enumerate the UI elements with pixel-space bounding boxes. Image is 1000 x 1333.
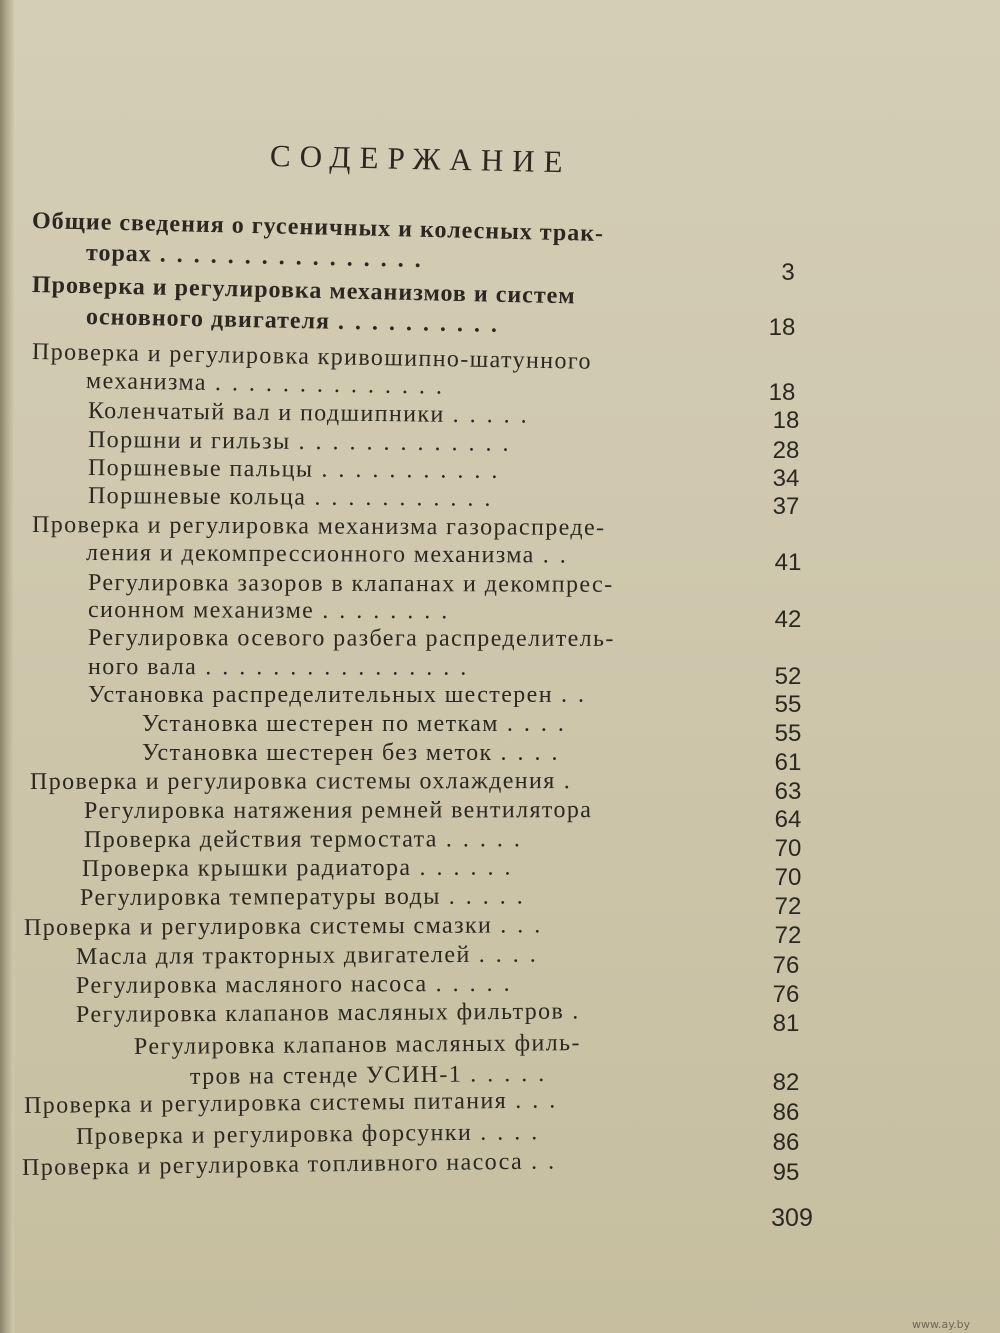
toc-entry-title: Общие сведения о гусеничных и колесных трак- xyxy=(31,208,605,247)
toc-entry-title: Установка распределительных шестерен xyxy=(88,682,553,708)
toc-leader-dots: ..... xyxy=(435,970,521,998)
page-title: СОДЕРЖАНИЕ xyxy=(269,138,572,180)
toc-entry-title: Регулировка клапанов масляных филь- xyxy=(133,1030,581,1060)
toc-page-number: 64 xyxy=(774,806,802,833)
toc-leader-dots: . xyxy=(572,998,590,1025)
toc-entry-title: торах xyxy=(85,240,153,268)
toc-page-number: 70 xyxy=(774,835,802,862)
toc-page-number: 76 xyxy=(772,981,800,1008)
toc-entry xyxy=(76,969,521,1001)
toc-entry xyxy=(30,766,581,797)
toc-page-number: 55 xyxy=(774,691,802,718)
toc-leader-dots: .... xyxy=(506,711,575,737)
toc-leader-dots: .. xyxy=(542,542,577,569)
toc-leader-dots: ................ xyxy=(159,241,433,274)
toc-entry-title: Коленчатый вал и подшипники xyxy=(87,398,445,428)
toc-entry-title: Проверка и регулировка кривошипно-шатунного xyxy=(31,339,593,375)
toc-entry-title: Проверка действия термостата xyxy=(83,826,438,853)
toc-entry-title: механизма xyxy=(85,368,208,396)
toc-page-number: 18 xyxy=(772,407,800,434)
toc-entry-title: Регулировка осевого разбега распределитель- xyxy=(87,625,615,652)
toc-entry-title: Установка шестерен без меток xyxy=(142,740,493,766)
toc-entry xyxy=(24,1085,566,1121)
toc-entry xyxy=(88,481,502,514)
toc-leader-dots: .......... xyxy=(337,308,509,339)
toc-leader-dots: ..... xyxy=(448,883,534,910)
toc-entry-title: Проверка и регулировка механизма газораспреде- xyxy=(31,512,606,542)
toc-entry xyxy=(80,881,534,913)
toc-page-number: 18 xyxy=(768,379,796,406)
toc-entry xyxy=(88,623,615,654)
toc-entry-title: Поршни и гильзы xyxy=(87,427,291,455)
page-number: 309 xyxy=(771,1204,813,1232)
toc-leader-dots: .............. xyxy=(214,370,454,400)
toc-entry-title: Регулировка температуры воды xyxy=(79,883,441,911)
toc-entry xyxy=(82,852,522,884)
toc-leader-dots: .... xyxy=(479,1119,549,1146)
toc-page-number: 86 xyxy=(772,1099,800,1126)
toc-entry-title: Установка шестерен по меткам xyxy=(142,711,499,737)
toc-entry xyxy=(76,940,547,972)
toc-page-number: 70 xyxy=(774,864,802,891)
toc-entry-title: Проверка и регулировка системы смазки xyxy=(23,912,493,941)
toc-entry xyxy=(88,680,595,710)
toc-page-number: 81 xyxy=(772,1010,800,1037)
toc-page-number: 72 xyxy=(774,922,802,949)
toc-leader-dots: .. xyxy=(530,1148,566,1175)
toc-page-number: 42 xyxy=(774,606,802,633)
toc-leader-dots: ... xyxy=(500,912,552,939)
toc-entry xyxy=(24,910,551,943)
toc-entry-title: Проверка и регулировка форсунки xyxy=(75,1119,473,1150)
toc-leader-dots: ...... xyxy=(419,854,522,881)
toc-entry-title: основного двигателя xyxy=(85,304,331,335)
toc-entry-title: ного вала xyxy=(87,654,198,681)
toc-entry-title: Масла для тракторных двигателей xyxy=(75,941,471,970)
toc-entry xyxy=(84,795,592,826)
toc-leader-dots: ........... xyxy=(314,484,502,512)
toc-entry-title: Поршневые кольца xyxy=(87,483,307,511)
toc-leader-dots: .... xyxy=(500,740,569,766)
toc-leader-dots: .... xyxy=(478,941,547,968)
toc-leader-dots: ........ xyxy=(322,597,459,625)
toc-leader-dots: ................ xyxy=(205,654,478,681)
toc-entry-title: Проверка и регулировка механизмов и систем xyxy=(31,272,576,310)
toc-page-number: 95 xyxy=(772,1159,800,1186)
toc-leader-dots: ..... xyxy=(452,401,538,429)
toc-leader-dots: ..... xyxy=(445,826,531,853)
toc-page-number: 34 xyxy=(772,465,800,492)
toc-entry xyxy=(76,996,589,1030)
toc-entry xyxy=(142,709,575,739)
toc-leader-dots: ... xyxy=(515,1087,567,1114)
toc-entry-title: Регулировка зазоров в клапанах и декомпрес- xyxy=(87,570,614,598)
watermark: www.ay.by xyxy=(912,1318,971,1331)
toc-page-number: 72 xyxy=(774,893,802,920)
toc-leader-dots: ........... xyxy=(321,456,509,484)
toc-entry-title: Регулировка масляного насоса xyxy=(75,971,428,999)
toc-page-number: 76 xyxy=(772,952,800,979)
toc-entry-title: ления и декомпрессионного механизма xyxy=(85,540,535,569)
toc-entry xyxy=(88,652,477,683)
toc-entry xyxy=(84,824,531,855)
toc-page-number: 3 xyxy=(781,259,795,286)
toc-entry-title: тров на стенде УСИН-1 xyxy=(189,1061,463,1090)
toc-leader-dots: ..... xyxy=(470,1060,556,1088)
toc-page-number: 61 xyxy=(774,749,802,776)
toc-entry-title: Проверка крышки радиатора xyxy=(81,854,412,882)
toc-entry xyxy=(86,538,577,571)
toc-entry-title: Регулировка натяжения ремней вентилятора xyxy=(83,797,593,824)
toc-page-number: 63 xyxy=(774,778,802,805)
toc-entry xyxy=(134,1028,581,1062)
toc-page-number: 37 xyxy=(772,493,800,520)
toc-page-number: 86 xyxy=(772,1129,800,1156)
toc-entry xyxy=(142,738,569,768)
toc-leader-dots: .. xyxy=(560,682,595,708)
toc-entry xyxy=(88,595,458,626)
toc-leader-dots: . xyxy=(563,768,581,795)
toc-entry-title: Проверка и регулировка топливного насоса xyxy=(21,1148,524,1181)
toc-page-number: 52 xyxy=(774,663,802,690)
toc-page-number: 18 xyxy=(768,314,796,341)
toc-page-number: 41 xyxy=(774,549,802,576)
toc-leader-dots: ............. xyxy=(298,428,520,457)
toc-entry xyxy=(86,238,432,275)
toc-entry-title: сионном механизме xyxy=(87,597,315,624)
toc-entry-title: Поршневые пальцы xyxy=(87,455,314,483)
toc-page-number: 28 xyxy=(772,437,800,464)
toc-entry-title: Регулировка клапанов масляных фильтров xyxy=(75,998,565,1028)
toc-page-number: 55 xyxy=(774,720,802,747)
toc-page-number: 82 xyxy=(772,1069,800,1096)
toc-entry-title: Проверка и регулировка системы охлаждения xyxy=(29,768,556,795)
toc-entry xyxy=(22,1146,565,1183)
toc-entry-title: Проверка и регулировка системы питания xyxy=(23,1087,508,1119)
